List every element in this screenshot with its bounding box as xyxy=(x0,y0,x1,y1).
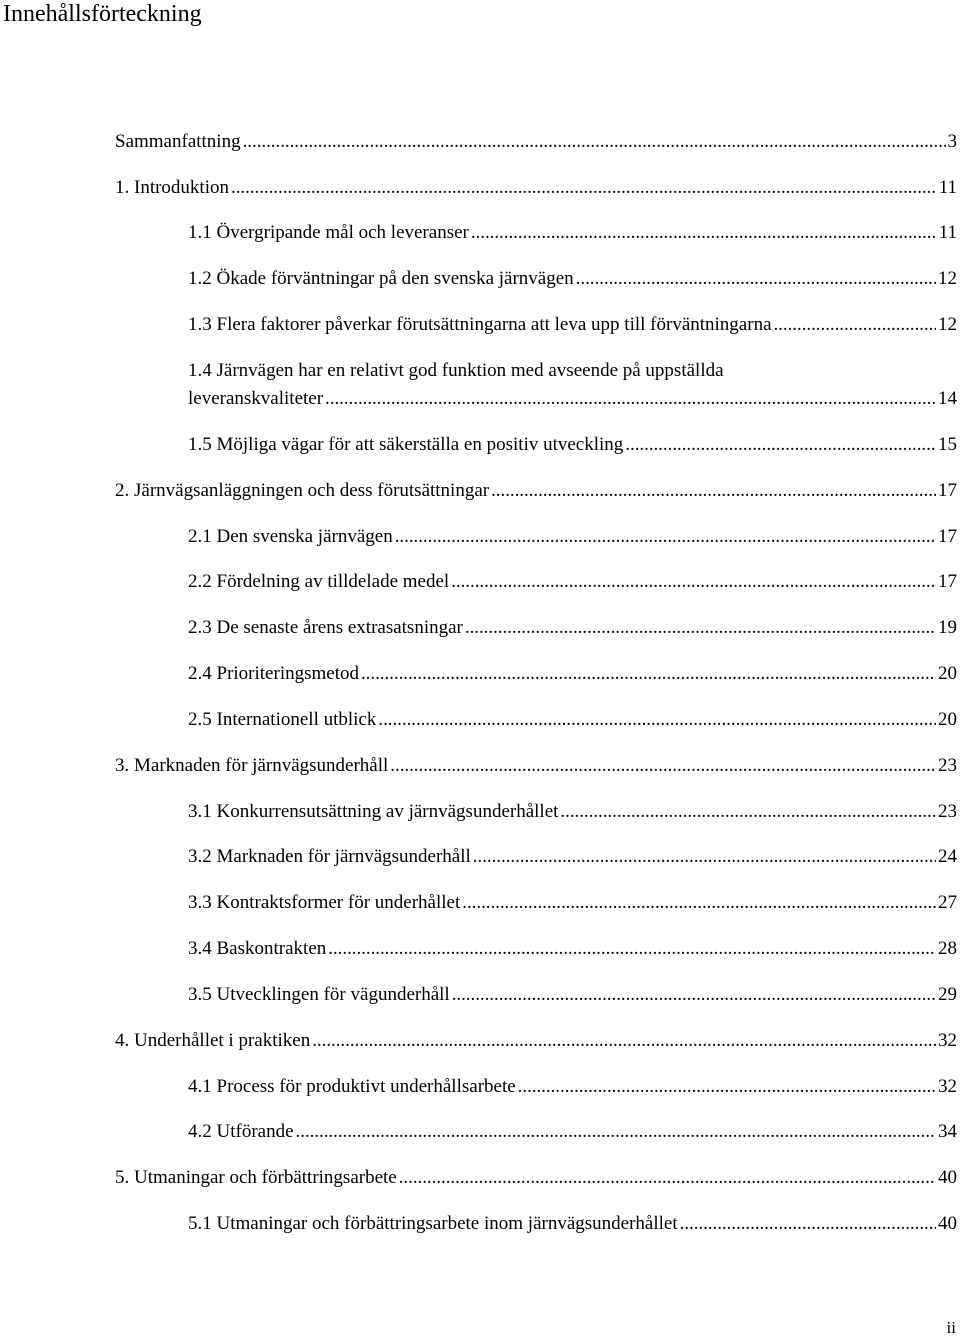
toc-entry-page: 24 xyxy=(938,846,957,867)
toc-leader xyxy=(361,663,936,685)
toc-entry-title: 2. Järnvägsanläggningen och dess förutsättningar xyxy=(115,480,490,501)
toc-entry-page: 27 xyxy=(938,892,957,913)
toc-leader xyxy=(325,388,936,410)
toc-entry-3-3[interactable] xyxy=(188,892,957,914)
toc-entry-page: 23 xyxy=(938,755,957,776)
toc-leader xyxy=(560,801,936,823)
toc-entry-page: 40 xyxy=(938,1167,957,1188)
toc-leader xyxy=(390,755,936,777)
toc-leader xyxy=(231,177,937,199)
toc-entry-page: 11 xyxy=(938,177,957,198)
toc-leader xyxy=(399,1167,936,1189)
toc-entry-title: 1.5 Möjliga vägar för att säkerställa en positiv utveckling xyxy=(188,434,624,455)
toc-entry-page: 20 xyxy=(938,663,957,684)
toc-entry-title: 5.1 Utmaningar och förbättringsarbete inom järnvägsunderhållet xyxy=(188,1213,678,1234)
toc-entry-title: 1.2 Ökade förväntningar på den svenska järnvägen xyxy=(188,268,574,289)
toc-leader xyxy=(462,892,936,914)
toc-entry-page: 32 xyxy=(938,1030,957,1051)
toc-entry-2-2[interactable] xyxy=(188,571,957,593)
toc-leader xyxy=(452,984,936,1006)
toc-entry-title: 3.3 Kontraktsformer för underhållet xyxy=(188,892,461,913)
toc-entry-page: 3 xyxy=(947,131,957,152)
toc-entry-title: 3. Marknaden för järnvägsunderhåll xyxy=(115,755,389,776)
toc-entry-1[interactable] xyxy=(115,177,957,199)
toc-entry-1-4[interactable] xyxy=(188,360,957,410)
toc-entry-title: 1.1 Övergripande mål och leveranser xyxy=(188,222,469,243)
toc-entry-5[interactable] xyxy=(115,1167,957,1189)
toc-leader xyxy=(680,1213,936,1235)
toc-entry-title: 4.1 Process för produktivt underhållsarbete xyxy=(188,1076,516,1097)
toc-entry-3-4[interactable] xyxy=(188,938,957,960)
toc-entry-page: 12 xyxy=(938,314,957,335)
toc-entry-title-continued: leveranskvaliteter xyxy=(188,388,324,409)
toc-entry-title: 3.5 Utvecklingen för vägunderhåll xyxy=(188,984,450,1005)
toc-entry-page: 28 xyxy=(938,938,957,959)
toc-entry-3-1[interactable] xyxy=(188,801,957,823)
toc-leader xyxy=(491,480,936,502)
page-number: ii xyxy=(946,1318,956,1337)
toc-entry-page: 14 xyxy=(938,388,957,409)
toc-entry-2-3[interactable] xyxy=(188,617,957,639)
toc-entry-page: 20 xyxy=(938,709,957,730)
toc-entry-2-4[interactable] xyxy=(188,663,957,685)
toc-leader xyxy=(328,938,936,960)
toc-entry-5-1[interactable] xyxy=(188,1213,957,1235)
toc-entry-3[interactable] xyxy=(115,755,957,777)
toc-entry-title: 3.2 Marknaden för järnvägsunderhåll xyxy=(188,846,471,867)
toc-entry-title: 2.5 Internationell utblick xyxy=(188,709,377,730)
toc-entry-title: 3.1 Konkurrensutsättning av järnvägsunderhållet xyxy=(188,801,559,822)
toc-entry-title: 4.2 Utförande xyxy=(188,1121,294,1142)
toc-entry-title: 1.3 Flera faktorer påverkar förutsättningarna att leva upp till förväntningarna xyxy=(188,314,772,335)
toc-entry-title: 5. Utmaningar och förbättringsarbete xyxy=(115,1167,397,1188)
toc-entry-title: 1.4 Järnvägen har en relativt god funktion med avseende på uppställda xyxy=(188,360,724,381)
toc-entry-page: 17 xyxy=(938,571,957,592)
toc-entry-title: 1. Introduktion xyxy=(115,177,229,198)
toc-leader xyxy=(465,617,936,639)
toc-entry-title: 2.3 De senaste årens extrasatsningar xyxy=(188,617,463,638)
toc-leader xyxy=(451,571,936,593)
toc-entry-page: 17 xyxy=(938,480,957,501)
toc-entry-sammanfattning[interactable] xyxy=(115,131,957,153)
toc-leader xyxy=(774,314,937,336)
toc-entry-page: 32 xyxy=(938,1076,957,1097)
toc-entry-2-1[interactable] xyxy=(188,526,957,548)
toc-entry-page: 11 xyxy=(938,222,957,243)
toc-entry-title: 3.4 Baskontrakten xyxy=(188,938,327,959)
toc-leader xyxy=(576,268,936,290)
toc-leader xyxy=(471,222,937,244)
toc-entry-3-2[interactable] xyxy=(188,846,957,868)
toc-entry-page: 34 xyxy=(938,1121,957,1142)
toc-entry-page: 23 xyxy=(938,801,957,822)
toc-entry-page: 15 xyxy=(938,434,957,455)
toc-entry-2[interactable] xyxy=(115,480,957,502)
page-title: Innehållsförteckning xyxy=(3,1,202,27)
toc-entry-4[interactable] xyxy=(115,1030,957,1052)
toc-leader xyxy=(312,1030,936,1052)
toc-entry-title: 4. Underhållet i praktiken xyxy=(115,1030,311,1051)
toc-entry-page: 40 xyxy=(938,1213,957,1234)
toc-leader xyxy=(518,1076,936,1098)
toc-entry-3-5[interactable] xyxy=(188,984,957,1006)
toc-leader xyxy=(243,131,946,153)
toc-leader xyxy=(296,1121,936,1143)
toc-entry-title: Sammanfattning xyxy=(115,131,241,152)
toc-entry-4-1[interactable] xyxy=(188,1076,957,1098)
toc-leader xyxy=(395,526,936,548)
toc-leader xyxy=(625,434,936,456)
toc-entry-1-5[interactable] xyxy=(188,434,957,456)
toc-entry-1-3[interactable] xyxy=(188,314,957,336)
toc-leader xyxy=(473,846,936,868)
toc-entry-page: 17 xyxy=(938,526,957,547)
toc-entry-1-2[interactable] xyxy=(188,268,957,290)
toc-entry-title: 2.1 Den svenska järnvägen xyxy=(188,526,393,547)
toc-entry-1-1[interactable] xyxy=(188,222,957,244)
toc-entry-4-2[interactable] xyxy=(188,1121,957,1143)
toc-entry-page: 19 xyxy=(938,617,957,638)
toc-entry-page: 12 xyxy=(938,268,957,289)
toc-entry-page: 29 xyxy=(938,984,957,1005)
toc-leader xyxy=(378,709,936,731)
toc-entry-2-5[interactable] xyxy=(188,709,957,731)
toc-entry-title: 2.2 Fördelning av tilldelade medel xyxy=(188,571,450,592)
toc-entry-title: 2.4 Prioriteringsmetod xyxy=(188,663,359,684)
